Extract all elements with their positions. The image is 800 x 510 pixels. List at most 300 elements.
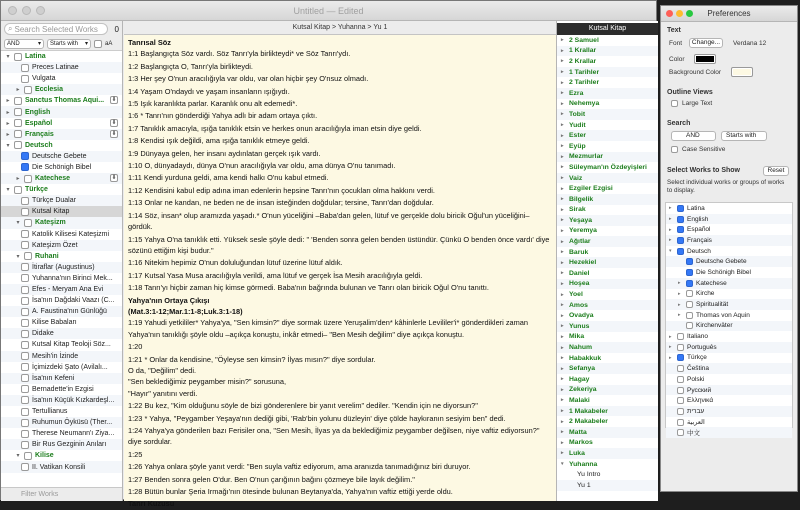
pref-work-row[interactable] — [666, 406, 792, 417]
book-item[interactable] — [557, 35, 658, 46]
work-checkbox[interactable] — [21, 408, 29, 416]
expand-arrow-icon[interactable]: ▸ — [561, 323, 564, 330]
pref-work-label: Kirchenväter — [696, 322, 733, 330]
expand-arrow-icon[interactable]: ▸ — [561, 132, 564, 139]
book-label: 1 Makabeler — [569, 407, 608, 415]
disclosure-arrow-icon[interactable]: ▸ — [6, 120, 10, 127]
tree-item[interactable] — [1, 439, 122, 450]
pref-work-row[interactable] — [666, 203, 792, 214]
book-label: Ezra — [569, 89, 584, 97]
expand-arrow-icon[interactable]: ▸ — [561, 439, 564, 446]
expand-arrow-icon[interactable]: ▸ — [561, 450, 564, 457]
work-checkbox[interactable] — [21, 441, 29, 449]
pref-starts-select[interactable] — [721, 131, 767, 141]
breadcrumb: Kutsal Kitap > Yuhanna > Yu 1 — [124, 21, 556, 35]
background-color-swatch[interactable] — [731, 67, 753, 77]
pref-work-row[interactable] — [666, 267, 792, 278]
tree-label: Mesih'in İzinde — [32, 352, 79, 360]
work-checkbox[interactable] — [21, 319, 29, 327]
pref-work-row[interactable] — [666, 363, 792, 374]
tree-item[interactable] — [1, 417, 122, 428]
book-item[interactable] — [557, 109, 658, 120]
tree-item[interactable] — [1, 295, 122, 306]
tree-item[interactable] — [1, 284, 122, 295]
pref-work-row[interactable] — [666, 278, 792, 289]
pref-work-checkbox[interactable] — [677, 387, 684, 394]
book-item[interactable] — [557, 77, 658, 88]
expand-arrow-icon[interactable]: ▸ — [561, 90, 564, 97]
disclosure-arrow-icon[interactable]: ▸ — [6, 131, 10, 138]
disclosure-arrow-icon[interactable]: ▾ — [669, 248, 672, 255]
tree-group[interactable] — [1, 51, 122, 62]
pref-work-label: Français — [687, 236, 712, 244]
tree-item[interactable] — [1, 62, 122, 73]
disclosure-arrow-icon[interactable]: ▸ — [678, 290, 681, 297]
book-item[interactable] — [557, 67, 658, 78]
text-color-swatch[interactable] — [694, 54, 716, 64]
pref-work-row[interactable] — [666, 289, 792, 300]
work-checkbox[interactable] — [14, 186, 22, 194]
pref-work-row[interactable] — [666, 417, 792, 428]
verse: 1:22 Bu kez, "Kim olduğunu söyle de bizi gönderenlere bir yanıt verelim" dediler. "Kendin için ne diyorsun?" — [128, 401, 478, 411]
book-item[interactable] — [557, 257, 658, 268]
work-checkbox[interactable] — [21, 396, 29, 404]
work-checkbox[interactable] — [21, 341, 29, 349]
book-label: Yoel — [569, 291, 583, 299]
verse: 1:25 — [128, 449, 143, 459]
work-checkbox[interactable] — [24, 452, 32, 460]
tree-item[interactable] — [1, 162, 122, 173]
pref-work-row[interactable] — [666, 224, 792, 235]
pref-work-row[interactable] — [666, 427, 792, 438]
disclosure-arrow-icon[interactable]: ▸ — [16, 176, 20, 183]
work-checkbox[interactable] — [21, 297, 29, 305]
disclosure-arrow-icon[interactable]: ▸ — [678, 280, 681, 287]
pref-mode-select[interactable] — [671, 131, 716, 141]
book-item[interactable] — [557, 459, 658, 470]
tree-item[interactable] — [1, 229, 122, 240]
pref-work-checkbox[interactable] — [677, 365, 684, 372]
book-item[interactable] — [557, 427, 658, 438]
book-label: 2 Krallar — [569, 57, 597, 65]
disclosure-arrow-icon[interactable]: ▸ — [669, 216, 672, 223]
reset-button[interactable]: Reset — [763, 166, 789, 176]
change-font-button[interactable]: Change... — [689, 38, 723, 48]
expand-arrow-icon[interactable]: ▸ — [561, 259, 564, 266]
book-item[interactable] — [557, 363, 658, 374]
book-item[interactable] — [557, 56, 658, 67]
expand-arrow-icon[interactable]: ▸ — [561, 312, 564, 319]
pref-work-label: Português — [687, 343, 717, 351]
expand-arrow-icon[interactable]: ▸ — [561, 58, 564, 65]
expand-arrow-icon[interactable]: ▸ — [561, 429, 564, 436]
book-item[interactable] — [557, 332, 658, 343]
tree-group[interactable] — [1, 217, 122, 228]
pref-work-checkbox[interactable] — [686, 301, 693, 308]
section-heading: Tanrı Kuzusu — [128, 499, 175, 509]
book-label: Bilgelik — [569, 195, 594, 203]
work-checkbox[interactable] — [21, 330, 29, 338]
tree-group[interactable] — [1, 84, 122, 95]
disclosure-arrow-icon[interactable]: ▸ — [669, 205, 672, 212]
tree-item[interactable] — [1, 328, 122, 339]
works-hint: Select individual works or groups of works to display. — [667, 179, 785, 194]
pref-work-checkbox[interactable] — [686, 258, 693, 265]
tree-group[interactable] — [1, 251, 122, 262]
expand-arrow-icon[interactable]: ▸ — [561, 196, 564, 203]
tree-item[interactable] — [1, 384, 122, 395]
verse: 1:14 Söz, insan* olup aramızda yaşadı.* O'nun yüceliğini –Baba'dan gelen, lütuf ve gerçekle dolu biricik Oğul'un yüceliğini– gördük. — [128, 210, 532, 232]
expand-arrow-icon[interactable]: ▸ — [561, 153, 564, 160]
pref-work-label: Italiano — [687, 333, 708, 341]
book-label: Baruk — [569, 248, 589, 256]
work-checkbox[interactable] — [21, 208, 29, 216]
tree-label: Bernadette'in Ezgisi — [32, 385, 94, 393]
work-checkbox[interactable] — [14, 119, 22, 127]
mode-value: AND — [7, 40, 20, 47]
disclosure-arrow-icon[interactable]: ▸ — [669, 226, 672, 233]
pref-work-checkbox[interactable] — [677, 333, 684, 340]
pref-work-checkbox[interactable] — [677, 205, 684, 212]
tree-item[interactable] — [1, 362, 122, 373]
tree-label: A. Faustina'nın Günlüğü — [32, 308, 107, 316]
case-checkbox[interactable] — [94, 40, 102, 48]
tree-label: İsa'nın Dağdaki Vaazı (C... — [32, 297, 115, 305]
tree-label: Yuhanna'nın Birinci Mek... — [32, 274, 113, 282]
book-item[interactable] — [557, 300, 658, 311]
pref-work-label: Čeština — [687, 365, 710, 373]
book-item[interactable] — [557, 99, 658, 110]
expand-arrow-icon[interactable]: ▸ — [561, 79, 564, 86]
book-item[interactable] — [557, 173, 658, 184]
chapter-item[interactable]: Yu Intro — [577, 471, 601, 479]
work-checkbox[interactable] — [21, 374, 29, 382]
work-checkbox[interactable] — [21, 197, 29, 205]
expand-arrow-icon[interactable]: ▸ — [561, 302, 564, 309]
pref-work-checkbox[interactable] — [686, 322, 693, 329]
book-item[interactable] — [557, 374, 658, 385]
tree-label: Kutsal Kitap — [32, 208, 70, 216]
pref-work-checkbox[interactable] — [686, 312, 693, 319]
tree-group[interactable] — [1, 140, 122, 151]
work-checkbox[interactable] — [21, 230, 29, 238]
pref-work-row[interactable] — [666, 246, 792, 257]
expand-arrow-icon[interactable]: ▾ — [561, 461, 564, 468]
pref-work-label: Deutsch — [687, 247, 711, 255]
tree-label: İsa'nın Kefeni — [32, 374, 75, 382]
works-sidebar — [1, 21, 123, 501]
disclosure-arrow-icon[interactable]: ▾ — [6, 187, 10, 194]
disclosure-arrow-icon[interactable]: ▾ — [16, 220, 20, 227]
tree-item[interactable] — [1, 273, 122, 284]
book-item[interactable] — [557, 268, 658, 279]
expand-arrow-icon[interactable]: ▸ — [561, 227, 564, 234]
work-checkbox[interactable] — [21, 419, 29, 427]
book-item[interactable] — [557, 88, 658, 99]
tree-item[interactable] — [1, 306, 122, 317]
verse: 1:26 Yahya onlara şöyle yanıt verdi: "Ben suyla vaftiz ediyorum, ama aranızda tanımadığınız biri duruyor. — [128, 462, 471, 472]
expand-arrow-icon[interactable]: ▸ — [561, 344, 564, 351]
work-checkbox[interactable] — [21, 363, 29, 371]
tree-group[interactable] — [1, 184, 122, 195]
tree-item[interactable] — [1, 73, 122, 84]
book-label: Eyüp — [569, 142, 586, 150]
expand-arrow-icon[interactable]: ▸ — [561, 100, 564, 107]
works-selector — [665, 202, 793, 438]
book-item[interactable] — [557, 448, 658, 459]
pref-work-checkbox[interactable] — [677, 397, 684, 404]
pref-work-checkbox[interactable] — [677, 429, 684, 436]
book-list-header: Kutsal Kitap — [557, 23, 658, 35]
book-label: Nahum — [569, 344, 593, 352]
book-list-panel — [556, 21, 658, 501]
tree-item[interactable] — [1, 406, 122, 417]
pref-work-row[interactable] — [666, 342, 792, 353]
expand-arrow-icon[interactable]: ▸ — [561, 122, 564, 129]
disclosure-arrow-icon[interactable]: ▾ — [6, 54, 10, 61]
large-text-checkbox[interactable] — [671, 100, 678, 107]
tree-item[interactable] — [1, 240, 122, 251]
pref-work-row[interactable] — [666, 353, 792, 364]
expand-arrow-icon[interactable]: ▸ — [561, 280, 564, 287]
pref-work-row[interactable] — [666, 331, 792, 342]
tree-group[interactable] — [1, 173, 122, 184]
work-checkbox[interactable] — [21, 430, 29, 438]
expand-arrow-icon[interactable]: ▸ — [561, 164, 564, 171]
book-item[interactable] — [557, 46, 658, 57]
book-item[interactable] — [557, 141, 658, 152]
work-checkbox[interactable] — [24, 86, 32, 94]
pref-work-row[interactable] — [666, 321, 792, 332]
book-item[interactable] — [557, 120, 658, 131]
expand-arrow-icon[interactable]: ▸ — [561, 238, 564, 245]
expand-arrow-icon[interactable]: ▸ — [561, 386, 564, 393]
book-item[interactable] — [557, 247, 658, 258]
work-checkbox[interactable] — [14, 97, 22, 105]
expand-arrow-icon[interactable]: ▸ — [561, 270, 564, 277]
work-checkbox[interactable] — [21, 286, 29, 294]
book-item[interactable] — [557, 310, 658, 321]
disclosure-arrow-icon[interactable]: ▸ — [6, 109, 10, 116]
disclosure-arrow-icon[interactable]: ▸ — [6, 98, 10, 105]
pref-starts-value: Starts with — [726, 132, 757, 139]
disclosure-arrow-icon[interactable]: ▸ — [16, 87, 20, 94]
disclosure-arrow-icon[interactable]: ▸ — [669, 333, 672, 340]
expand-arrow-icon[interactable]: ▸ — [561, 397, 564, 404]
work-checkbox[interactable] — [21, 352, 29, 360]
filter-input[interactable] — [1, 487, 122, 501]
work-checkbox[interactable] — [21, 274, 29, 282]
verse: 1:4 Yaşam O'ndaydı ve yaşam insanların ışığıydı. — [128, 86, 290, 96]
tree-label: Kutsal Kitap Teoloji Söz... — [32, 341, 111, 349]
tree-item[interactable] — [1, 395, 122, 406]
book-item[interactable] — [557, 194, 658, 205]
download-icon[interactable]: ⬇ — [111, 175, 117, 182]
disclosure-arrow-icon[interactable]: ▾ — [16, 253, 20, 260]
pref-work-checkbox[interactable] — [677, 248, 684, 255]
expand-arrow-icon[interactable]: ▸ — [561, 175, 564, 182]
tree-item[interactable] — [1, 317, 122, 328]
book-item[interactable] — [557, 236, 658, 247]
tree-item[interactable] — [1, 262, 122, 273]
book-item[interactable] — [557, 416, 658, 427]
pref-work-checkbox[interactable] — [686, 269, 693, 276]
pref-work-row[interactable] — [666, 214, 792, 225]
verse: 1:13 Onlar ne kandan, ne beden ne de insan isteğinden doğdular; tersine, Tanrı'dan doğdular. — [128, 198, 434, 208]
tree-item[interactable] — [1, 351, 122, 362]
expand-arrow-icon[interactable]: ▸ — [561, 249, 564, 256]
book-label: Yuhanna — [569, 460, 598, 468]
work-checkbox[interactable] — [21, 385, 29, 393]
verse: 1:10 O, dünyadaydı, dünya O'nun aracılığıyla var oldu, ama dünya O'nu tanımadı. — [128, 161, 396, 171]
tree-item[interactable] — [1, 373, 122, 384]
case-sensitive-checkbox[interactable] — [671, 146, 678, 153]
pref-work-checkbox[interactable] — [677, 226, 684, 233]
expand-arrow-icon[interactable]: ▸ — [561, 37, 564, 44]
work-checkbox[interactable] — [14, 108, 22, 116]
download-icon[interactable]: ⬇ — [111, 130, 117, 137]
book-item[interactable] — [557, 321, 658, 332]
expand-arrow-icon[interactable]: ▸ — [561, 355, 564, 362]
book-label: Ezgiler Ezgisi — [569, 185, 613, 193]
verse: 1:1 Başlangıçta Söz vardı. Söz Tanrı'yla birlikteydi* ve Söz Tanrı'ydı. — [128, 49, 351, 59]
disclosure-arrow-icon[interactable]: ▸ — [669, 354, 672, 361]
pref-work-row[interactable] — [666, 235, 792, 246]
pref-work-checkbox[interactable] — [677, 419, 684, 426]
mode-select[interactable] — [4, 39, 44, 49]
tree-item[interactable] — [1, 339, 122, 350]
tree-item[interactable] — [1, 461, 122, 472]
pref-work-checkbox[interactable] — [677, 408, 684, 415]
expand-arrow-icon[interactable]: ▸ — [561, 206, 564, 213]
verse: 1:27 Benden sonra gelen O'dur. Ben O'nun çarığının bağını çözmeye bile layık değilim." — [128, 474, 415, 484]
tree-item[interactable] — [1, 151, 122, 162]
pref-work-row[interactable] — [666, 374, 792, 385]
disclosure-arrow-icon[interactable]: ▸ — [678, 312, 681, 319]
expand-arrow-icon[interactable]: ▸ — [561, 408, 564, 415]
work-checkbox[interactable] — [21, 163, 29, 171]
pref-work-checkbox[interactable] — [677, 237, 684, 244]
work-checkbox[interactable] — [14, 53, 22, 61]
pref-title-bar — [661, 6, 797, 22]
pref-work-label: العربية — [687, 419, 705, 427]
pref-work-checkbox[interactable] — [677, 376, 684, 383]
search-input[interactable] — [4, 23, 108, 35]
tree-item[interactable] — [1, 206, 122, 217]
pref-work-row[interactable] — [666, 385, 792, 396]
book-item[interactable] — [557, 130, 658, 141]
work-checkbox[interactable] — [14, 130, 22, 138]
book-item[interactable] — [557, 162, 658, 173]
disclosure-arrow-icon[interactable]: ▸ — [669, 344, 672, 351]
pref-work-checkbox[interactable] — [686, 290, 693, 297]
disclosure-arrow-icon[interactable]: ▸ — [669, 237, 672, 244]
tree-label: Ruhumun Öyküsü (Ther... — [32, 419, 113, 427]
book-item[interactable] — [557, 406, 658, 417]
expand-arrow-icon[interactable]: ▸ — [561, 47, 564, 54]
book-item[interactable] — [557, 183, 658, 194]
starts-select[interactable] — [47, 39, 91, 49]
work-checkbox[interactable] — [21, 152, 29, 160]
expand-arrow-icon[interactable]: ▸ — [561, 418, 564, 425]
work-checkbox[interactable] — [21, 64, 29, 72]
expand-arrow-icon[interactable]: ▸ — [561, 365, 564, 372]
disclosure-arrow-icon[interactable]: ▸ — [678, 301, 681, 308]
download-icon[interactable]: ⬇ — [111, 97, 117, 104]
tree-group[interactable] — [1, 106, 122, 117]
tree-label: Ecclesia — [35, 86, 64, 94]
verse: 1:15 Yahya O'na tanıklık etti. Yüksek sesle şöyle dedi: " 'Benden sonra gelen benden üstündür. Çünkü O benden önce vardı' diye sözünü ettiğim kişi budur." — [128, 234, 552, 255]
book-item[interactable] — [557, 279, 658, 290]
tree-label: Sanctus Thomas Aqui... — [25, 97, 105, 105]
work-checkbox[interactable] — [14, 141, 22, 149]
work-checkbox[interactable] — [21, 463, 29, 471]
work-checkbox[interactable] — [21, 308, 29, 316]
pref-work-checkbox[interactable] — [677, 354, 684, 361]
case-sensitive-label: Case Sensitive — [682, 146, 726, 153]
work-checkbox[interactable] — [21, 241, 29, 249]
pref-work-row[interactable] — [666, 310, 792, 321]
book-item[interactable] — [557, 438, 658, 449]
expand-arrow-icon[interactable]: ▸ — [561, 217, 564, 224]
expand-arrow-icon[interactable]: ▸ — [561, 143, 564, 150]
disclosure-arrow-icon[interactable]: ▾ — [6, 142, 10, 149]
tree-group[interactable] — [1, 129, 122, 140]
pref-work-row[interactable] — [666, 256, 792, 267]
pref-work-row[interactable] — [666, 395, 792, 406]
book-label: Mika — [569, 333, 585, 341]
pref-work-checkbox[interactable] — [677, 344, 684, 351]
work-checkbox[interactable] — [24, 252, 32, 260]
book-item[interactable] — [557, 395, 658, 406]
pref-work-checkbox[interactable] — [677, 216, 684, 223]
tree-group[interactable] — [1, 450, 122, 461]
book-item[interactable] — [557, 152, 658, 163]
book-label: Süleyman'ın Özdeyişleri — [569, 163, 647, 171]
expand-arrow-icon[interactable]: ▸ — [561, 291, 564, 298]
book-item[interactable] — [557, 226, 658, 237]
book-item[interactable] — [557, 205, 658, 216]
work-checkbox[interactable] — [24, 219, 32, 227]
expand-arrow-icon[interactable]: ▸ — [561, 185, 564, 192]
work-checkbox[interactable] — [21, 263, 29, 271]
tree-group[interactable] — [1, 95, 122, 106]
book-label: Zekeriya — [569, 386, 597, 394]
book-item[interactable] — [557, 342, 658, 353]
outline-heading: Outline Views — [667, 89, 713, 96]
work-checkbox[interactable] — [21, 75, 29, 83]
book-label: Daniel — [569, 269, 590, 277]
disclosure-arrow-icon[interactable]: ▾ — [16, 453, 20, 460]
tree-item[interactable] — [1, 428, 122, 439]
tree-group[interactable] — [1, 118, 122, 129]
pref-work-row[interactable] — [666, 299, 792, 310]
pref-work-checkbox[interactable] — [686, 280, 693, 287]
tree-item[interactable] — [1, 195, 122, 206]
expand-arrow-icon[interactable]: ▸ — [561, 376, 564, 383]
book-item[interactable] — [557, 289, 658, 300]
book-item[interactable] — [557, 353, 658, 364]
expand-arrow-icon[interactable]: ▸ — [561, 69, 564, 76]
expand-arrow-icon[interactable]: ▸ — [561, 111, 564, 118]
book-item[interactable] — [557, 385, 658, 396]
work-checkbox[interactable] — [24, 175, 32, 183]
book-item[interactable] — [557, 215, 658, 226]
chapter-item[interactable]: Yu 1 — [557, 480, 658, 491]
pref-work-label: Deutsche Gebete — [696, 258, 747, 266]
download-icon[interactable]: ⬇ — [111, 119, 117, 126]
expand-arrow-icon[interactable]: ▸ — [561, 333, 564, 340]
